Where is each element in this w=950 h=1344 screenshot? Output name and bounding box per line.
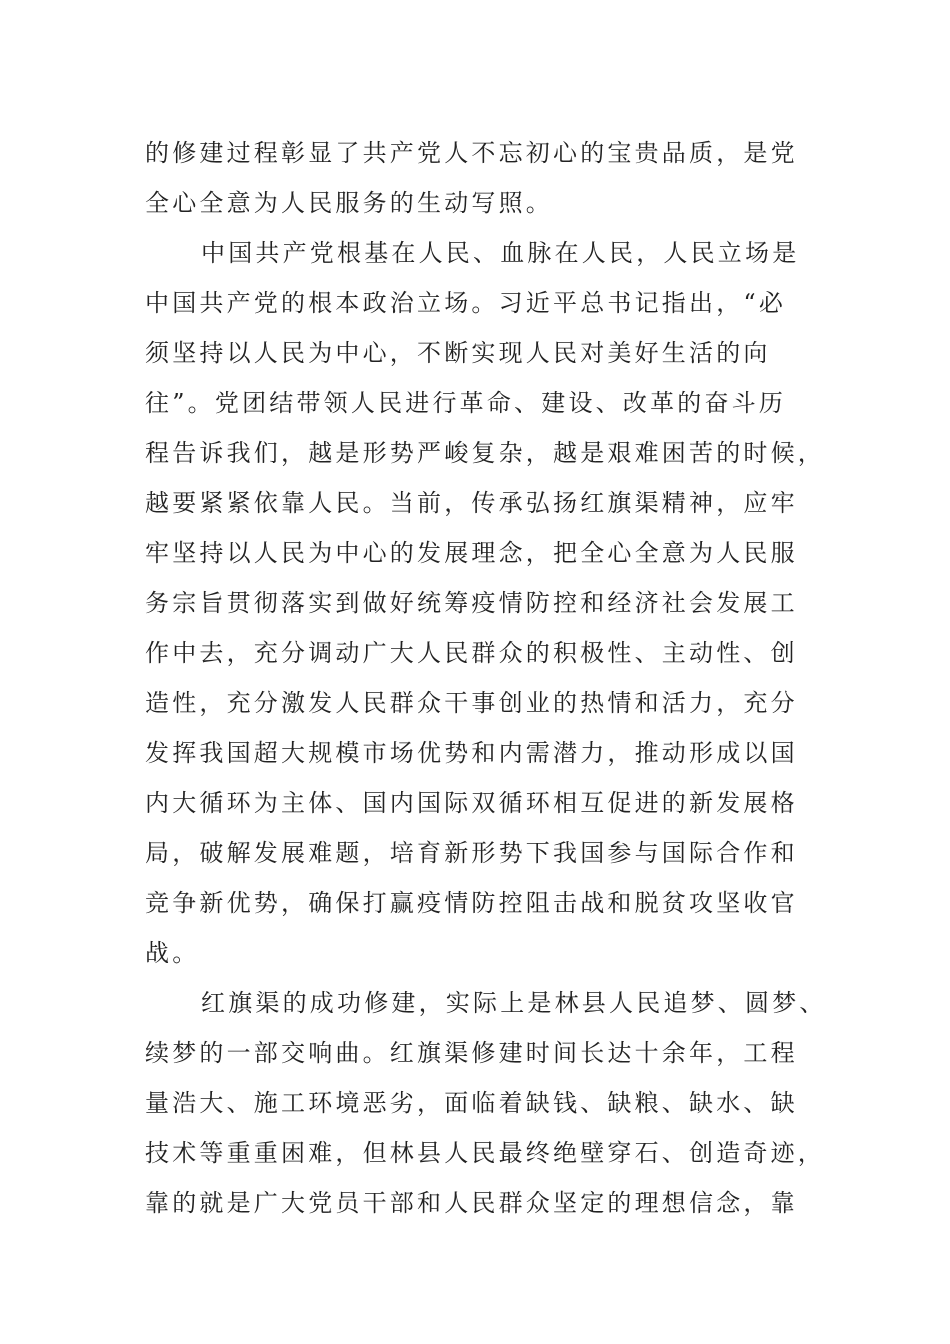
- text-line: 内大循环为主体、国内国际双循环相互促进的新发展格: [145, 789, 798, 817]
- text-line: 程告诉我们，越是形势严峻复杂，越是艰难困苦的时候，: [145, 439, 825, 467]
- text-line: 技术等重重困难，但林县人民最终绝壁穿石、创造奇迹，: [145, 1139, 825, 1167]
- text-line: 越要紧紧依靠人民。当前，传承弘扬红旗渠精神，应牢: [145, 489, 798, 517]
- text-line: 的修建过程彰显了共产党人不忘初心的宝贵品质，是党: [145, 139, 798, 167]
- text-line: 发挥我国超大规模市场优势和内需潜力，推动形成以国: [145, 739, 798, 767]
- text-line: 全心全意为人民服务的生动写照。: [145, 189, 553, 217]
- text-line: 局，破解发展难题，培育新形势下我国参与国际合作和: [145, 839, 798, 867]
- text-line: 竞争新优势，确保打赢疫情防控阻击战和脱贫攻坚收官: [145, 889, 798, 917]
- text-line: 战。: [145, 939, 200, 967]
- text-line: 量浩大、施工环境恶劣，面临着缺钱、缺粮、缺水、缺: [145, 1089, 798, 1117]
- text-line: 续梦的一部交响曲。红旗渠修建时间长达十余年，工程: [145, 1039, 798, 1067]
- text-line: 须坚持以人民为中心，不断实现人民对美好生活的向: [145, 339, 771, 367]
- text-line: 牢坚持以人民为中心的发展理念，把全心全意为人民服: [145, 539, 798, 567]
- text-line: 作中去，充分调动广大人民群众的积极性、主动性、创: [145, 639, 798, 667]
- text-line: 务宗旨贯彻落实到做好统筹疫情防控和经济社会发展工: [145, 589, 798, 617]
- text-line: 往”。党团结带领人民进行革命、建设、改革的奋斗历: [145, 389, 787, 417]
- body-text: [145, 128, 827, 1228]
- paragraph-first-line: 中国共产党根基在人民、血脉在人民，人民立场是: [201, 239, 800, 267]
- text-line: 靠的就是广大党员干部和人民群众坚定的理想信念，靠: [145, 1189, 798, 1217]
- text-line: 造性，充分激发人民群众干事创业的热情和活力，充分: [145, 689, 798, 717]
- text-line: 中国共产党的根本政治立场。习近平总书记指出，“必: [145, 289, 787, 317]
- paragraph-first-line: 红旗渠的成功修建，实际上是林县人民追梦、圆梦、: [201, 989, 827, 1017]
